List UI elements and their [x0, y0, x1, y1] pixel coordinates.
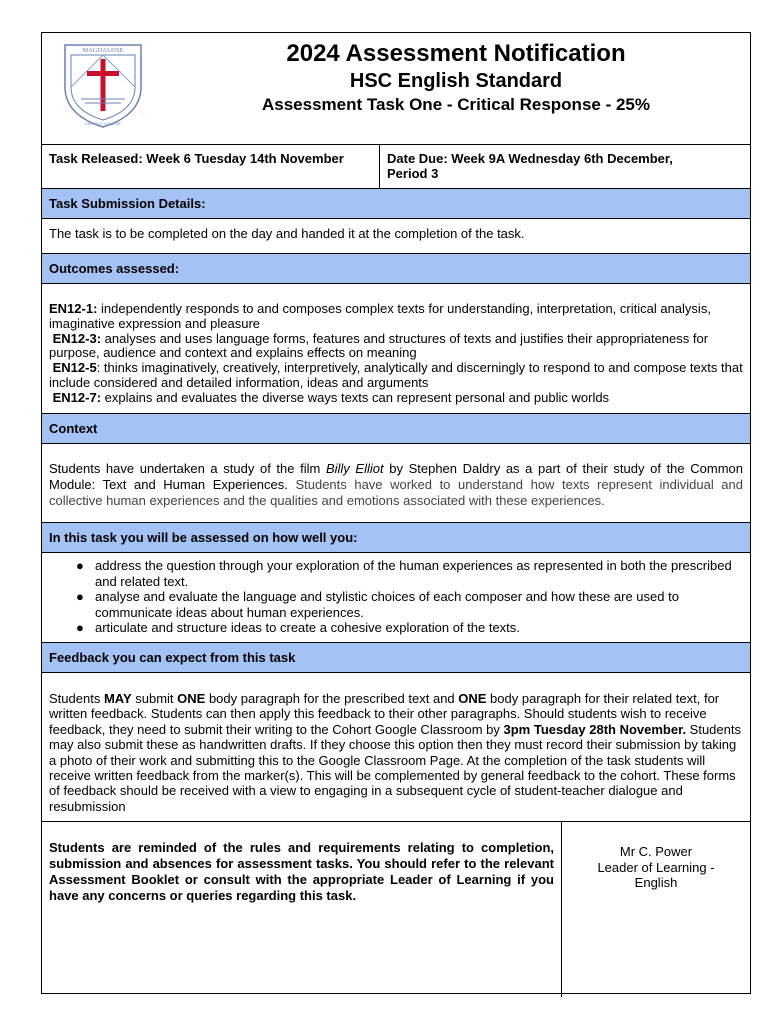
feedback-one: ONE	[177, 691, 206, 706]
feedback-part: Students	[49, 691, 104, 706]
task-released: Task Released: Week 6 Tuesday 14th November	[42, 145, 380, 188]
contact-department: English	[634, 875, 678, 890]
outcomes-list	[42, 284, 750, 414]
feedback-part: Students may also submit these as handwritten drafts. If they choose this option then they must record their submission by taking a photo of their work and submitting this to the Google Classroom Page. At the completion of the task students will receive written feedback from the marker(s). This will be complemented by general feedback to the cohort. These forms of feedback should be received with a view to engaging in a subsequent cycle of student-teacher dialogue and resubmission	[49, 721, 741, 814]
submission-text: The task is to be completed on the day and handed it at the completion of the task.	[42, 219, 750, 254]
feedback-heading: Feedback you can expect from this task	[42, 643, 750, 673]
page-title: 2024 Assessment Notification	[286, 40, 626, 67]
date-due-line-2: Period 3	[387, 166, 439, 181]
feedback-may: MAY	[103, 691, 132, 706]
bullet-icon: ●	[76, 620, 84, 635]
outcome-code: EN12-7:	[52, 389, 102, 405]
outcome-item	[49, 332, 743, 362]
school-crest-logo	[61, 41, 145, 129]
outcome-text: explains and evaluates the diverse ways texts can represent personal and public worlds	[101, 389, 610, 405]
outcome-item	[49, 361, 743, 391]
context-post: by Stephen Daldry as a part of their study of the Common Module: Text and Human Experiences.	[49, 461, 743, 492]
bullet-icon: ●	[76, 558, 84, 573]
date-due-line-1: Date Due: Week 9A Wednesday 6th December,	[387, 151, 673, 166]
assessed-item-text: address the question through your exploration of the human experiences as represented in both the prescribed and related text.	[95, 558, 732, 589]
assessed-item	[49, 558, 743, 589]
contact-role: Leader of Learning -	[597, 859, 715, 875]
film-title: Billy Elliot	[325, 461, 384, 476]
outcome-code: EN12-1:	[49, 301, 98, 316]
context-tail: Students have worked to understand how texts represent individual and collective human experiences and the qualities and emotions associated with these experiences.	[49, 477, 743, 508]
assessed-item-text: articulate and structure ideas to create a cohesive exploration of the texts.	[95, 620, 520, 635]
outcome-text: : thinks imaginatively, creatively, interpretively, analytically and discerningly to respond to and compose texts that include considered and detailed information, ideas and arguments	[49, 360, 743, 390]
feedback-text	[42, 673, 750, 822]
assessed-heading: In this task you will be assessed on how well you:	[42, 523, 750, 553]
outcomes-heading: Outcomes assessed:	[42, 254, 750, 284]
outcome-item	[49, 302, 743, 332]
bullet-icon: ●	[76, 589, 84, 604]
assessment-notification	[41, 32, 751, 994]
context-text	[42, 444, 750, 523]
context-heading: Context	[42, 414, 750, 444]
rules-reminder: Students are reminded of the rules and requirements relating to completion, submission and absences for assessment tasks. You should refer to the relevant Assessment Booklet or consult with the appropriate Leader of Learning if you have any concerns or queries regarding this task.	[42, 822, 562, 997]
task-title: Assessment Task One - Critical Response - 25%	[261, 95, 650, 114]
crest-motto: CATHOLIC COLLEGE	[85, 122, 121, 126]
assessed-item	[49, 620, 743, 636]
submission-heading: Task Submission Details:	[42, 189, 750, 219]
feedback-part: body paragraph for the prescribed text and	[205, 691, 459, 706]
date-due	[380, 145, 750, 188]
header	[42, 33, 750, 145]
outcome-item	[49, 391, 743, 406]
outcome-code: EN12-3:	[52, 330, 102, 346]
feedback-deadline: 3pm Tuesday 28th November.	[503, 721, 687, 737]
outcome-text: independently responds to and composes complex texts for understanding, interpretation, critical analysis, imaginative expression and pleasure	[49, 301, 711, 331]
feedback-one: ONE	[458, 691, 487, 706]
contact-name: Mr C. Power	[619, 844, 693, 859]
context-pre: Students have undertaken a study of the film	[49, 461, 326, 476]
assessed-item	[49, 589, 743, 620]
outcome-text: analyses and uses language forms, features and structures of texts and justifies their appropriateness for purpose, audience and context and explains effects on meaning	[49, 330, 709, 361]
dates-row	[42, 145, 750, 189]
course-title: HSC English Standard	[349, 70, 563, 92]
footer	[42, 822, 750, 997]
title-block	[162, 39, 750, 117]
feedback-part: body paragraph for their related text, for written feedback. Students can then apply this feedback to their other paragraphs. Should students wish to receive feedback, they need to submit their writing to the Cohort Google Classroom by	[49, 691, 720, 737]
crest-name: MAGDALENE	[82, 47, 124, 54]
assessed-list	[42, 553, 750, 643]
feedback-part: submit	[131, 691, 178, 706]
assessed-item-text: analyse and evaluate the language and stylistic choices of each composer and how these are used to communicate ideas about human experiences.	[95, 589, 679, 620]
contact-block	[562, 822, 750, 997]
outcome-code: EN12-5	[52, 360, 97, 376]
